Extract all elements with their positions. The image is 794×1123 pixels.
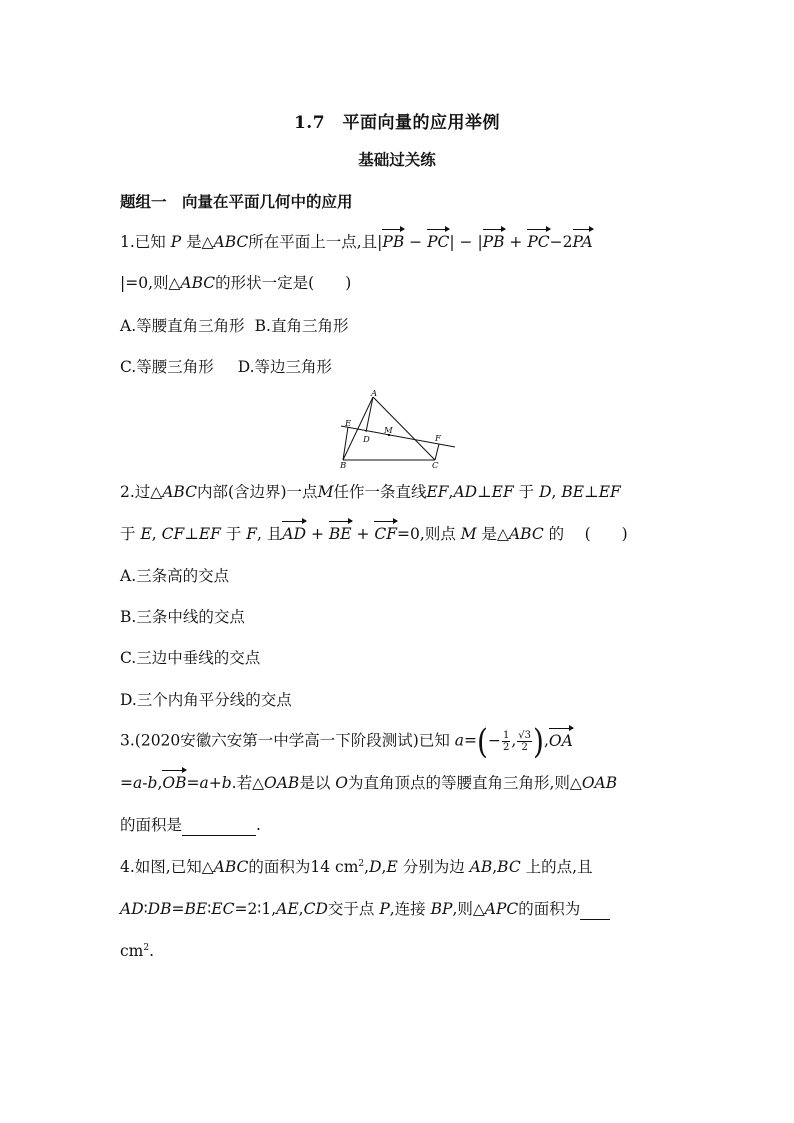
q1-options-row1 <box>120 316 348 336</box>
q2-text: ABC <box>508 525 544 543</box>
q4-text: ∶ <box>143 900 148 918</box>
q1-text: − <box>404 233 428 251</box>
q3-line3 <box>120 815 261 836</box>
q1-text: |=0,则△ <box>120 274 181 292</box>
q2-text: EF <box>491 483 514 501</box>
q3-text: a <box>133 774 143 792</box>
q4-text: BP <box>430 900 453 918</box>
q4-text: =2∶1, <box>234 900 277 918</box>
q2-line1 <box>120 482 621 502</box>
q2-text: 的 ( ) <box>543 525 628 543</box>
segment-ad <box>366 397 373 432</box>
q4-text: , <box>381 858 387 876</box>
label-b: B <box>340 461 347 470</box>
q3-text: a <box>199 774 209 792</box>
q2-text: ⊥ <box>184 525 199 543</box>
q3-text: OAB <box>264 774 300 792</box>
q4-text: CD <box>303 900 328 918</box>
section-title: 1.7 平面向量的应用举例 <box>293 113 501 133</box>
label-d: D <box>363 435 370 445</box>
q3-text: + <box>208 774 222 792</box>
q4-line1 <box>120 857 593 877</box>
answer-blank <box>580 899 610 920</box>
q2-text: E <box>140 525 152 543</box>
q3-text: 的面积是 <box>120 816 183 834</box>
q2-text: =0,则点 <box>397 525 461 543</box>
q2-text: BE <box>561 483 585 501</box>
q2-text: 是△ <box>476 525 509 543</box>
q4-text: 的面积为14 cm <box>248 858 359 876</box>
q4-text: ,则△ <box>452 900 485 918</box>
q2-option-d: D.三个内角平分线的交点 <box>120 691 292 709</box>
vector-pc: PC <box>427 233 450 251</box>
q1-text: 是△ <box>181 233 214 251</box>
q2-option-a: A.三条高的交点 <box>120 567 230 585</box>
q2-option-b: B.三条中线的交点 <box>120 608 245 626</box>
q2-text: ⊥ <box>477 483 492 501</box>
q2-text: , <box>551 483 562 501</box>
q2-text: , <box>448 483 454 501</box>
triangle-figure <box>335 388 460 470</box>
q3-text: O <box>335 774 348 792</box>
q4-text: = <box>171 900 185 918</box>
q3-text: . <box>256 816 261 834</box>
q1-text: ABC <box>213 233 249 251</box>
q4-text: APC <box>484 900 519 918</box>
q1-options-row2 <box>120 357 332 377</box>
q2-text: , 且 <box>257 525 283 543</box>
vector-be: BE <box>328 525 352 543</box>
q2-text: 于 <box>120 525 141 543</box>
q2-text: ⊥ <box>584 483 599 501</box>
fraction-root3-half: $\frac{√3}{2}$ <box>518 730 531 753</box>
q2-text: 于 <box>220 525 247 543</box>
q4-superscript: 2 <box>358 859 365 869</box>
q3-text: 是以 <box>299 774 336 792</box>
q1-option-a: A.等腰直角三角形 <box>120 317 245 335</box>
q1-line2 <box>120 273 351 293</box>
q4-superscript: 2 <box>143 943 150 953</box>
q2-text: EF <box>598 483 621 501</box>
fraction-one-half: $\frac{1}{2}$ <box>502 730 510 753</box>
q3-text: = <box>464 731 478 750</box>
left-paren: ( <box>477 721 488 761</box>
q2-text: 任作一条直线 <box>333 483 427 501</box>
q1-text: 的形状一定是( ) <box>215 274 352 292</box>
q2-text: 2.过△ <box>120 483 163 501</box>
q4-text: ∶ <box>207 900 212 918</box>
side-ac <box>373 397 435 460</box>
q3-text: - <box>142 774 148 792</box>
q2-text: F <box>246 525 258 543</box>
vector-pb: PB <box>382 233 405 251</box>
q1-option-c: C.等腰三角形 <box>120 358 214 376</box>
q2-text: 于 <box>513 483 540 501</box>
q4-text: ,连接 <box>389 900 431 918</box>
q3-text: , <box>511 731 517 750</box>
q4-text: BC <box>497 858 521 876</box>
q3-text: − <box>487 731 501 750</box>
q4-text: EC <box>211 900 235 918</box>
label-e: E <box>345 419 352 429</box>
q4-text: 的面积为 <box>518 900 581 918</box>
q4-text: , <box>492 858 498 876</box>
subtitle: 基础过关练 <box>358 150 436 169</box>
vector-ad: AD <box>282 525 307 543</box>
vector-pb: PB <box>482 233 505 251</box>
q2-line2 <box>120 524 628 544</box>
q2-text: CF <box>161 525 185 543</box>
q4-text: ABC <box>213 858 249 876</box>
q1-text: + <box>504 233 528 251</box>
q4-text: P <box>379 900 390 918</box>
q2-text: EF <box>198 525 221 543</box>
q4-text: AD <box>120 900 144 918</box>
q2-text: 内部(含边界)一点 <box>196 483 318 501</box>
q1-text: P <box>170 233 182 251</box>
q2-text: EF <box>426 483 449 501</box>
q3-text: b <box>221 774 232 792</box>
q3-line2 <box>120 773 617 793</box>
q1-option-d: D.等边三角形 <box>237 358 333 376</box>
right-paren: ) <box>533 721 544 761</box>
vector-pc: PC <box>527 233 550 251</box>
q3-text: a <box>454 731 465 750</box>
q4-text: E <box>386 858 398 876</box>
q1-text: −2 <box>549 233 573 251</box>
q4-text: . <box>149 942 155 960</box>
vector-ob: OB <box>162 774 187 792</box>
q3-text: = <box>186 774 200 792</box>
q2-option-c: C.三边中垂线的交点 <box>120 649 261 667</box>
segment-cf <box>435 444 439 460</box>
group-title: 题组一 向量在平面几何中的应用 <box>120 192 353 211</box>
q2-text: M <box>460 525 477 543</box>
q3-text: = <box>120 774 133 792</box>
q2-text: , <box>151 525 162 543</box>
vector-cf: CF <box>374 525 398 543</box>
q4-text: 交于点 <box>327 900 380 918</box>
q2-text: + <box>351 525 375 543</box>
q2-text: D <box>539 483 552 501</box>
q2-text: AD <box>453 483 478 501</box>
answer-blank <box>182 815 256 836</box>
q3-text: b <box>147 774 158 792</box>
label-f: F <box>435 434 441 444</box>
q3-text: 为直角顶点的等腰直角三角形,则△ <box>347 774 582 792</box>
q1-line1 <box>120 232 593 252</box>
q2-text: M <box>317 483 334 501</box>
q4-text: DB <box>147 900 172 918</box>
q4-text: cm <box>120 942 144 960</box>
vector-pa: PA <box>572 233 593 251</box>
q2-text: + <box>306 525 329 543</box>
q3-text: , <box>157 774 163 792</box>
label-m: M <box>384 426 393 436</box>
q4-text: 分别为边 <box>397 858 470 876</box>
q3-text: OAB <box>581 774 618 792</box>
q3-text: .若△ <box>231 774 265 792</box>
q3-text: , <box>543 731 549 750</box>
q1-text: 所在平面上一点,且| <box>248 233 383 251</box>
q4-text: D <box>369 858 382 876</box>
q4-line3 <box>120 941 154 961</box>
q4-text: 4.如图,已知△ <box>120 858 214 876</box>
q1-text: ABC <box>180 274 216 292</box>
label-c: C <box>432 461 439 470</box>
label-a: A <box>371 389 378 399</box>
q4-text: BE <box>184 900 208 918</box>
vector-oa: OA <box>548 731 573 750</box>
q4-text: 上的点,且 <box>520 858 593 876</box>
q4-text: , <box>364 858 370 876</box>
q4-line2 <box>120 899 610 920</box>
q4-text: AE <box>276 900 299 918</box>
q3-line1 <box>120 721 573 761</box>
q4-text: , <box>298 900 304 918</box>
q4-text: AB <box>469 858 493 876</box>
q2-text: ABC <box>162 483 197 501</box>
q1-text: | − | <box>449 233 483 251</box>
q1-text: 1.已知 <box>120 233 171 251</box>
q3-text: 3.(2020安徽六安第一中学高一下阶段测试)已知 <box>120 731 455 750</box>
q1-option-b: B.直角三角形 <box>254 317 349 335</box>
